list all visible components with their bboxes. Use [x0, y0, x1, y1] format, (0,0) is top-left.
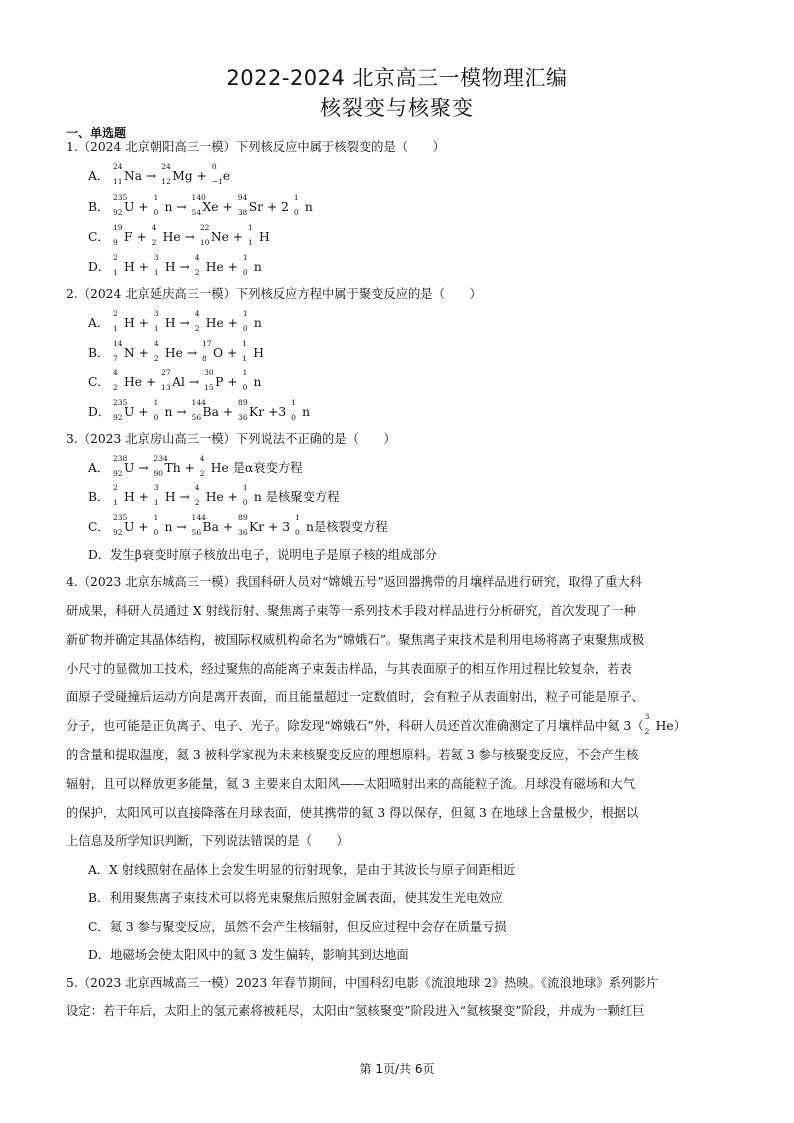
element-symbol: Sr	[248, 200, 264, 214]
element-symbol: Ba	[202, 405, 219, 419]
element-symbol: n	[305, 520, 314, 534]
element-symbol: H	[124, 260, 135, 274]
element-symbol: Na	[124, 169, 143, 183]
question-2-stem: 2.（2024 北京延庆高三一模）下列核反应方程中属于聚变反应的是（ ）	[66, 287, 482, 301]
atomic-number: 0	[153, 208, 159, 217]
element-symbol: n	[253, 375, 262, 389]
q1-option-b	[88, 193, 313, 217]
element-symbol: He	[162, 230, 181, 244]
operator: +	[134, 316, 153, 330]
atomic-number: 92	[113, 208, 123, 217]
operator: →	[142, 169, 161, 183]
mass-number: 235	[113, 193, 128, 202]
atomic-number: 92	[113, 413, 123, 422]
nuclide	[199, 223, 229, 247]
nuclide	[191, 513, 219, 537]
helium-3-symbol	[644, 712, 674, 736]
nuclide	[644, 712, 674, 736]
mass-number: 2	[113, 483, 118, 492]
mass-number: 4	[199, 454, 205, 463]
mass-number: 3	[153, 253, 159, 262]
mass-number: 27	[161, 368, 171, 377]
mass-number: 2	[113, 253, 118, 262]
nuclide	[151, 223, 181, 247]
q1-option-a	[88, 162, 231, 186]
q2-option-c	[88, 368, 262, 392]
element-symbol: n	[164, 520, 173, 534]
nuclide	[202, 339, 224, 363]
q3-option-d: D．发生β衰变时原子核放出电子，说明电子是原子核的组成部分	[88, 548, 437, 562]
element-symbol: He	[210, 461, 229, 475]
question-3-stem: 3.（2023 北京房山高三一模）下列说法不正确的是（ ）	[66, 432, 396, 446]
operator: →	[172, 200, 191, 214]
nuclide	[161, 162, 193, 186]
nuclide	[113, 223, 133, 247]
element-symbol: H	[253, 346, 264, 360]
mass-number: 1	[242, 483, 248, 492]
mass-number: 1	[242, 339, 248, 348]
equation	[112, 193, 313, 217]
q4-line-he3	[66, 712, 738, 736]
element-symbol: He	[164, 346, 183, 360]
element-symbol: U	[124, 520, 135, 534]
equation	[112, 339, 264, 363]
mass-number: 4	[153, 339, 159, 348]
atomic-number: 36	[238, 528, 248, 537]
q1-option-c	[88, 223, 270, 247]
mass-number: 4	[194, 309, 200, 318]
q4-line: 小尺寸的显微加工技术，经过聚焦的高能离子束轰击样品，与其表面原子的相互作用过程比较复杂，若表	[66, 662, 632, 676]
nuclide	[153, 193, 173, 217]
mass-number: 1	[153, 398, 159, 407]
operator: →	[180, 230, 199, 244]
q4-line: 新矿物并确定其晶体结构，被国际权威机构命名为“嫦娥石”。聚焦离子束技术是利用电场将离子束聚焦成极	[66, 633, 645, 647]
atomic-number: 2	[194, 324, 200, 333]
atomic-number: 2	[194, 498, 200, 507]
atomic-number: 1	[153, 268, 159, 277]
nuclide	[153, 253, 176, 277]
atomic-number: 0	[242, 268, 248, 277]
operator: +	[192, 169, 211, 183]
atomic-number: 1	[113, 268, 118, 277]
operator: +	[134, 346, 153, 360]
mass-number: 235	[113, 398, 128, 407]
section-heading: 一、单选题	[66, 126, 127, 140]
mass-number: 30	[204, 368, 214, 377]
mass-number: 0	[211, 162, 217, 171]
option-text: 是核裂变方程	[313, 520, 388, 534]
equation	[112, 223, 270, 247]
option-label: B．	[88, 346, 110, 360]
atomic-number: 0	[291, 413, 296, 422]
element-symbol: n	[164, 405, 173, 419]
nuclide	[242, 483, 262, 507]
q2-option-b	[88, 339, 264, 363]
element-symbol: Xe	[202, 200, 219, 214]
operator: +	[228, 230, 247, 244]
q4-option-d: D．地磁场会使太阳风中的氦 3 发生偏转，影响其到达地面	[88, 948, 409, 962]
equation	[112, 454, 229, 478]
mass-number: 144	[191, 513, 206, 522]
document-title: 2022-2024 北京高三一模物理汇编	[226, 66, 568, 90]
element-symbol: Kr	[249, 520, 265, 534]
q3-option-b	[88, 483, 340, 507]
operator: +	[134, 260, 153, 274]
element-symbol: U	[124, 405, 135, 419]
element-symbol: He	[205, 490, 224, 504]
nuclide	[191, 193, 219, 217]
element-symbol: H	[164, 260, 176, 274]
operator: +	[223, 375, 242, 389]
q4-line: 的保护，太阳风可以直接降落在月球表面，使其携带的氦 3 得以保存，但氦 3 在地球上含量极少，根据以	[66, 806, 639, 820]
operator: +	[134, 200, 153, 214]
atomic-number: 11	[113, 177, 123, 186]
atomic-number: 0	[294, 528, 300, 537]
operator: →	[175, 316, 194, 330]
nuclide	[113, 454, 135, 478]
equation	[112, 162, 231, 186]
operator: →	[172, 405, 191, 419]
operator: +	[134, 405, 153, 419]
q2-option-a	[88, 309, 262, 333]
q4-option-a: A．X 射线照射在晶体上会发生明显的衍射现象，是由于其波长与原子间距相近	[88, 863, 516, 877]
atomic-number: 0	[242, 324, 248, 333]
mass-number: 1	[242, 309, 248, 318]
q4-line: 辐射，且可以释放更多能量，氦 3 主要来自太阳风——太阳喷射出来的高能粒子流。月球没有磁场和大气	[66, 777, 636, 791]
atomic-number: 2	[199, 469, 205, 478]
q4-line: 面原子受碰撞后运动方向是离开表面，而且能量超过一定数值时，会有粒子从表面射出，粒子可能是原子、	[66, 690, 644, 704]
atomic-number: 12	[161, 177, 171, 186]
atomic-number: 9	[113, 238, 118, 247]
atomic-number: 54	[191, 208, 202, 217]
mass-number: 24	[113, 162, 123, 171]
nuclide	[291, 398, 310, 422]
option-label: D．	[88, 260, 111, 274]
mass-number: 140	[191, 193, 206, 202]
element-symbol: Th	[164, 461, 181, 475]
atomic-number: 0	[153, 413, 159, 422]
element-symbol: H	[124, 490, 135, 504]
q4-line: 研成果，科研人员通过 X 射线衍射、聚焦离子束等一系列技术手段对样品进行分析研究，首次发现了一种	[66, 604, 636, 618]
mass-number: 19	[113, 223, 123, 232]
q5-line: 5.（2023 北京西城高三一模）2023 年春节期间，中国科幻电影《流浪地球 2》热映。《流浪地球》系列影片	[66, 976, 658, 990]
element-symbol: He	[205, 260, 224, 274]
atomic-number: 10	[199, 238, 210, 247]
q4-line: 4.（2023 北京东城高三一模）我国科研人员对“嫦娥五号”返回器携带的月壤样品进行研究，取得了重大科	[66, 575, 642, 589]
equation	[112, 368, 262, 392]
mass-number: 89	[238, 513, 248, 522]
element-symbol: H	[164, 316, 176, 330]
nuclide	[113, 339, 135, 363]
element-symbol: n	[253, 490, 262, 504]
question-1-stem: 1.（2024 北京朝阳高三一模）下列核反应中属于核裂变的是（ ）	[66, 140, 445, 154]
nuclide	[293, 193, 313, 217]
q4-option-b: B．利用聚焦离子束技术可以将光束聚焦后照射金属表面，使其发生光电效应	[88, 891, 503, 905]
element-symbol: n	[302, 405, 310, 419]
mass-number: 24	[161, 162, 171, 171]
atomic-number: 0	[153, 528, 159, 537]
q4-line: 的含量和提取温度，氦 3 被科学家视为未来核聚变反应的理想原料。若氦 3 参与核聚变反应，不会产生核	[66, 748, 639, 762]
element-symbol: He	[124, 375, 143, 389]
nuclide	[194, 309, 224, 333]
atomic-number: 8	[202, 354, 207, 363]
operator: +	[132, 230, 151, 244]
option-label: D．	[88, 405, 111, 419]
nuclide	[153, 398, 173, 422]
atomic-number: 15	[204, 383, 214, 392]
mass-number: 3	[644, 712, 650, 721]
atomic-number: 1	[113, 324, 118, 333]
mass-number: 94	[237, 193, 248, 202]
atomic-number: 90	[153, 469, 164, 478]
atomic-number: 1	[247, 238, 253, 247]
page-footer: 第 1页/共 6页	[359, 1062, 435, 1076]
operator: →	[175, 260, 194, 274]
atomic-number: 2	[113, 383, 118, 392]
operator: +3	[264, 405, 291, 419]
element-symbol: Al	[172, 375, 185, 389]
mass-number: 89	[238, 398, 248, 407]
nuclide	[113, 368, 143, 392]
option-label: C．	[88, 375, 110, 389]
nuclide	[153, 339, 183, 363]
atomic-number: 92	[113, 469, 123, 478]
equation	[112, 483, 262, 507]
nuclide	[204, 368, 224, 392]
option-label: A．	[88, 316, 110, 330]
element-symbol: e	[222, 169, 231, 183]
nuclide	[113, 513, 135, 537]
operator: + 3	[264, 520, 294, 534]
option-label: B．	[88, 490, 110, 504]
equation	[112, 253, 262, 277]
element-symbol: H	[258, 230, 270, 244]
operator: +	[218, 405, 238, 419]
atomic-number: 2	[644, 727, 650, 736]
nuclide	[113, 193, 135, 217]
mass-number: 4	[194, 253, 200, 262]
operator: +	[223, 316, 242, 330]
equation	[112, 309, 262, 333]
nuclide	[242, 309, 262, 333]
nuclide	[247, 223, 270, 247]
element-symbol: P	[215, 375, 224, 389]
operator: +	[218, 520, 238, 534]
option-label: A．	[88, 169, 110, 183]
mass-number: 1	[153, 193, 159, 202]
element-symbol: Ne	[210, 230, 229, 244]
nuclide	[237, 193, 264, 217]
equation	[112, 398, 310, 422]
nuclide	[153, 483, 176, 507]
nuclide	[194, 483, 224, 507]
element-symbol: U	[124, 200, 135, 214]
paren-close: ）	[673, 719, 686, 733]
element-symbol: H	[164, 490, 176, 504]
atomic-number: −1	[211, 177, 223, 186]
element-symbol: n	[164, 200, 173, 214]
mass-number: 3	[153, 309, 159, 318]
atomic-number: 1	[242, 354, 248, 363]
nuclide	[199, 454, 229, 478]
atomic-number: 92	[113, 528, 123, 537]
mass-number: 1	[242, 253, 248, 262]
atomic-number: 1	[153, 498, 159, 507]
mass-number: 3	[153, 483, 159, 492]
atomic-number: 0	[242, 383, 248, 392]
operator: →	[182, 346, 202, 360]
nuclide	[113, 162, 143, 186]
mass-number: 4	[151, 223, 157, 232]
element-symbol: He	[655, 719, 674, 733]
nuclide	[113, 398, 135, 422]
operator: +	[134, 490, 153, 504]
mass-number: 144	[191, 398, 206, 407]
q3-option-c	[88, 513, 388, 537]
option-label: A．	[88, 461, 110, 475]
element-symbol: N	[124, 346, 135, 360]
element-symbol: Kr	[249, 405, 265, 419]
nuclide	[153, 513, 173, 537]
mass-number: 235	[113, 513, 128, 522]
nuclide	[194, 253, 224, 277]
nuclide	[242, 253, 262, 277]
nuclide	[113, 309, 135, 333]
mass-number: 22	[199, 223, 210, 232]
operator: +	[180, 461, 199, 475]
atomic-number: 38	[237, 208, 248, 217]
element-symbol: F	[124, 230, 133, 244]
operator: +	[223, 260, 242, 274]
q4-option-c: C．氦 3 参与聚变反应，虽然不会产生核辐射，但反应过程中会存在质量亏损	[88, 920, 507, 934]
operator: →	[134, 461, 153, 475]
element-symbol: U	[124, 461, 135, 475]
q4-line: 上信息及所学知识判断，下列说法错误的是（ ）	[66, 834, 349, 848]
document-subtitle: 核裂变与核聚变	[320, 96, 474, 120]
nuclide	[113, 253, 135, 277]
operator: + 2	[263, 200, 293, 214]
nuclide	[153, 309, 176, 333]
q5-line: 设定：若干年后，太阳上的氢元素将被耗尽，太阳由“氢核聚变”阶段进入“氦核聚变”阶段，并成为一颗红巨	[66, 1004, 645, 1018]
mass-number: 14	[113, 339, 123, 348]
element-symbol: Ba	[202, 520, 219, 534]
option-label: C．	[88, 520, 110, 534]
atomic-number: 2	[194, 268, 200, 277]
atomic-number: 2	[151, 238, 157, 247]
nuclide	[191, 398, 219, 422]
option-text: 是核聚变方程	[265, 490, 340, 504]
mass-number: 17	[202, 339, 212, 348]
operator: →	[172, 520, 191, 534]
atomic-number: 0	[293, 208, 299, 217]
nuclide	[113, 483, 135, 507]
mass-number: 1	[294, 513, 300, 522]
element-symbol: He	[205, 316, 224, 330]
element-symbol: O	[213, 346, 224, 360]
operator: +	[134, 520, 153, 534]
nuclide	[161, 368, 185, 392]
operator: +	[223, 346, 242, 360]
q3-option-a	[88, 454, 303, 478]
mass-number: 1	[293, 193, 299, 202]
nuclide	[211, 162, 231, 186]
nuclide	[294, 513, 314, 537]
atomic-number: 0	[242, 498, 248, 507]
operator: →	[184, 375, 204, 389]
atomic-number: 13	[161, 383, 171, 392]
mass-number: 4	[194, 483, 200, 492]
atomic-number: 36	[238, 413, 248, 422]
atomic-number: 56	[191, 528, 202, 537]
atomic-number: 2	[153, 354, 159, 363]
element-symbol: n	[253, 260, 262, 274]
element-symbol: n	[253, 316, 262, 330]
atomic-number: 56	[191, 413, 202, 422]
operator: +	[142, 375, 161, 389]
q2-option-d	[88, 398, 310, 422]
option-label: B．	[88, 200, 110, 214]
q4-line-text: 分子，也可能是正负离子、电子、光子。除发现“嫦娥石”外，科研人员还首次准确测定了月壤样品中氦 3（	[66, 719, 644, 733]
nuclide	[238, 513, 265, 537]
mass-number: 4	[113, 368, 118, 377]
mass-number: 1	[153, 513, 159, 522]
nuclide	[242, 339, 264, 363]
operator: +	[218, 200, 237, 214]
element-symbol: n	[304, 200, 313, 214]
element-symbol: Mg	[172, 169, 193, 183]
mass-number: 234	[153, 454, 168, 463]
mass-number: 2	[113, 309, 118, 318]
mass-number: 1	[242, 368, 248, 377]
equation	[112, 513, 314, 537]
nuclide	[153, 454, 181, 478]
mass-number: 238	[113, 454, 128, 463]
mass-number: 1	[291, 398, 296, 407]
option-label: C．	[88, 230, 110, 244]
nuclide	[242, 368, 262, 392]
option-text: 是α衰变方程	[232, 461, 303, 475]
atomic-number: 7	[113, 354, 118, 363]
atomic-number: 1	[113, 498, 118, 507]
operator: +	[223, 490, 242, 504]
operator: →	[175, 490, 194, 504]
mass-number: 1	[247, 223, 253, 232]
atomic-number: 1	[153, 324, 159, 333]
q1-option-d	[88, 253, 262, 277]
element-symbol: H	[124, 316, 135, 330]
nuclide	[238, 398, 265, 422]
